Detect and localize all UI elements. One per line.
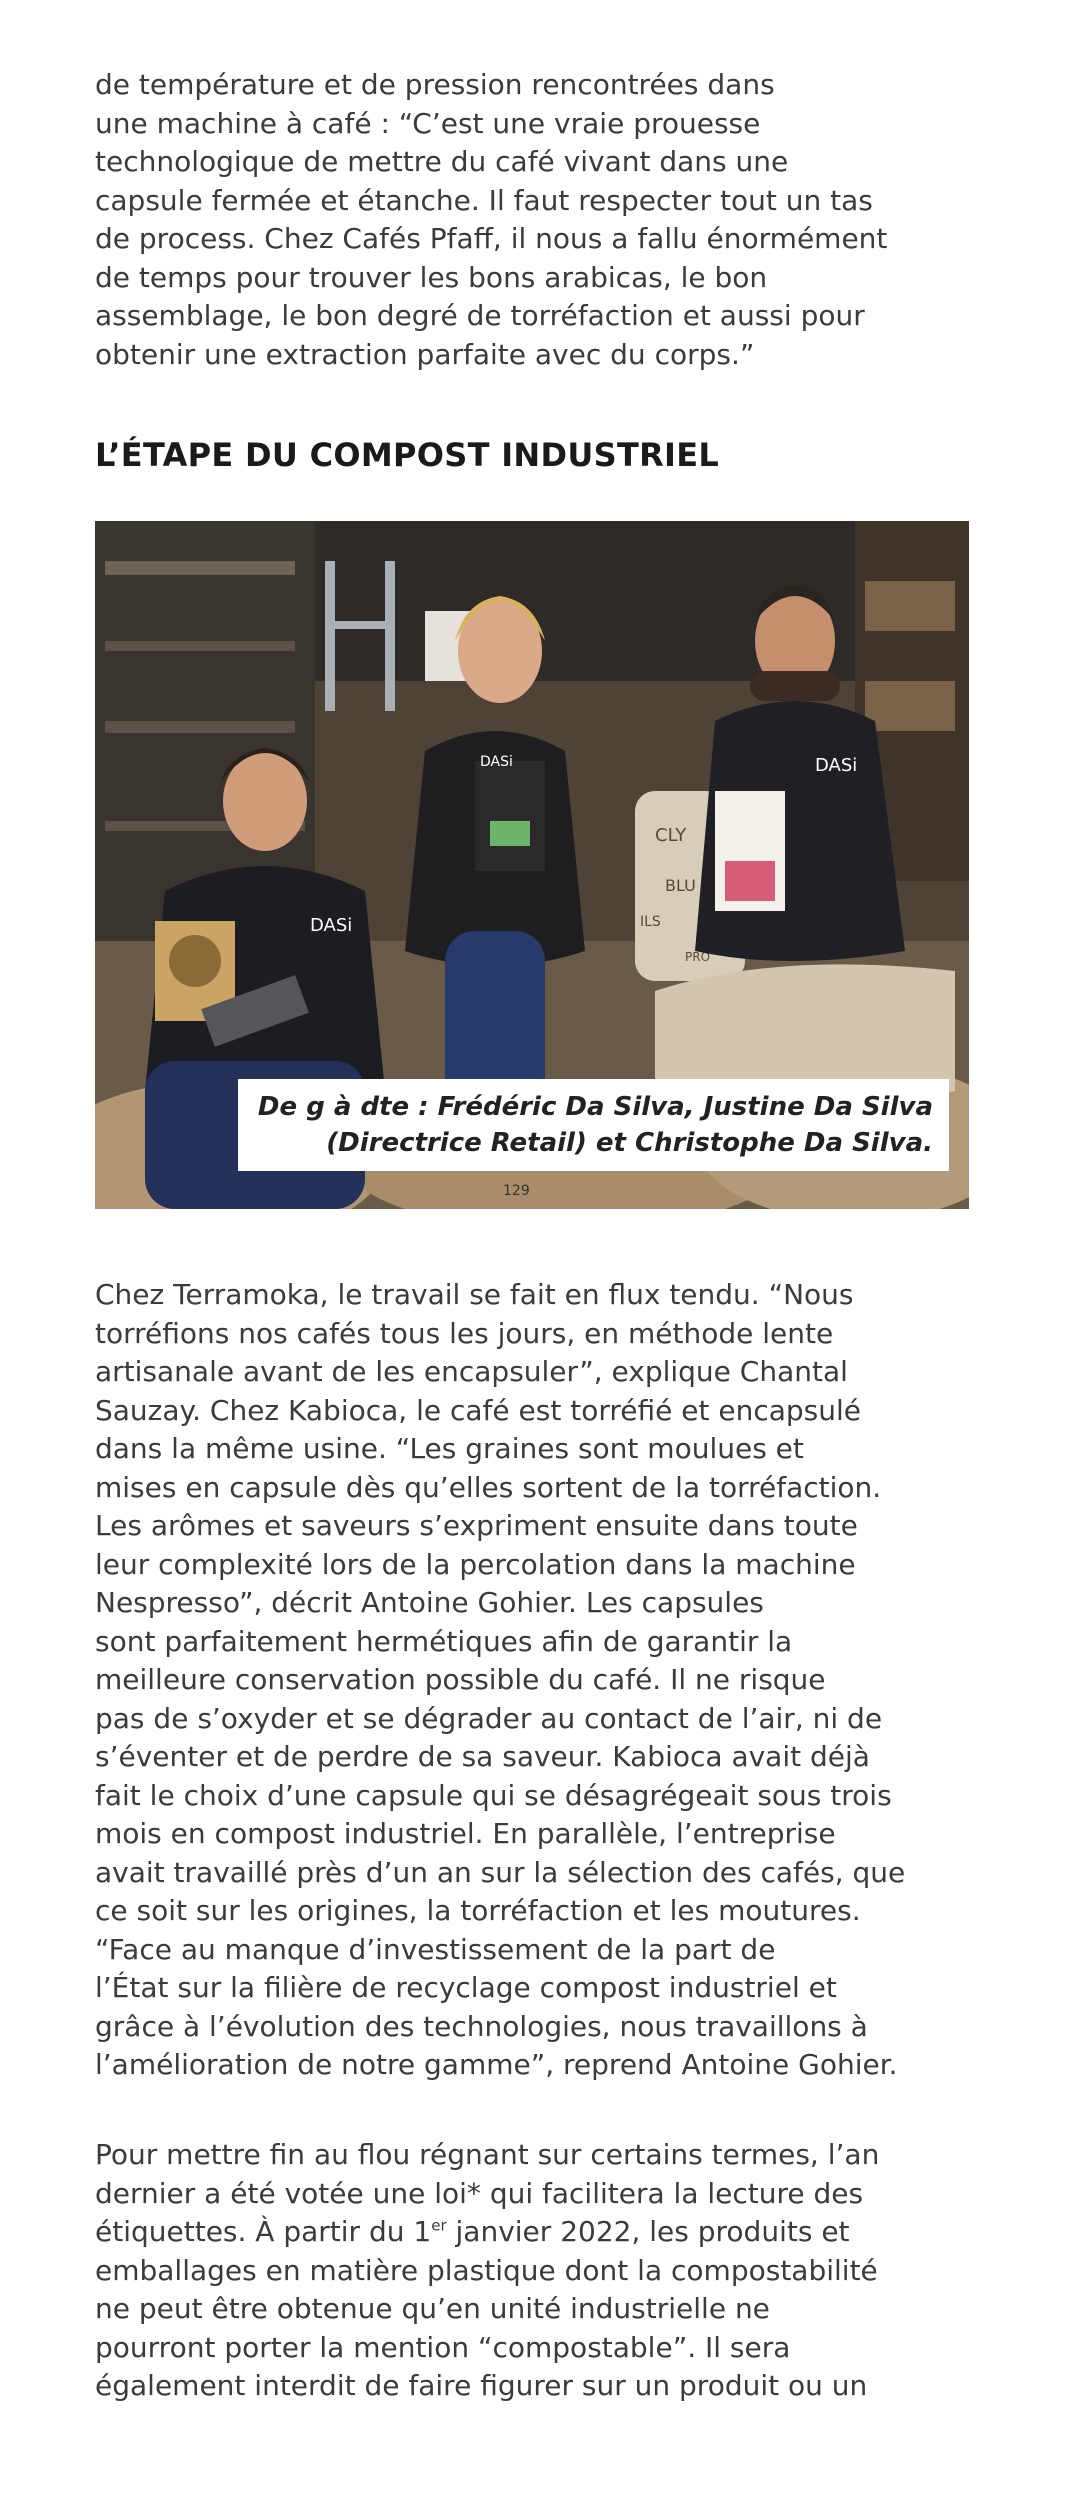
text-line: mises en capsule dès qu’elles sortent de la torréfaction. [95,1470,882,1504]
shirt-logo: DASi [815,755,858,776]
text-line: obtenir une extraction parfaite avec du corps.” [95,337,755,371]
text-line: s’éventer et de perdre de sa saveur. Kabioca avait déjà [95,1740,870,1773]
text-line: Chez Terramoka, le travail se fait en flux tendu. “Nous [95,1278,854,1311]
intro-paragraph [95,66,975,374]
section-heading: L’ÉTAPE DU COMPOST INDUSTRIEL [95,436,720,474]
text-line: torréfions nos cafés tous les jours, en méthode lente [95,1316,834,1350]
text-line: assemblage, le bon degré de torréfaction et aussi pour [95,299,865,332]
text-line: emballages en matière plastique dont la compostabilité [95,2253,878,2287]
text-line: grâce à l’évolution des technologies, nous travaillons à [95,2009,868,2043]
text-line: une machine à café : “C’est une vraie prouesse [95,106,761,140]
sack-text: CLY [655,825,687,846]
text-line: Les arômes et saveurs s’expriment ensuite dans toute [95,1509,858,1542]
text-line-with-superscript [95,2213,975,2252]
text-line: de process. Chez Cafés Pfaff, il nous a fallu énormément [95,222,888,255]
text-line: leur complexité lors de la percolation dans la machine [95,1547,856,1581]
sack-text: PRO [685,950,711,964]
shirt-logo: DASi [480,754,513,770]
sack-text: BLU [665,876,696,895]
text-line: avait travaillé près d’un an sur la sélection des cafés, que [95,1855,906,1889]
text-line: Nespresso”, décrit Antoine Gohier. Les capsules [95,1586,764,1619]
folio-number: 129 [503,1183,530,1199]
text-line: de température et de pression rencontrées dans [95,68,775,101]
text-line: Sauzay. Chez Kabioca, le café est torréfié et encapsulé [95,1393,861,1427]
text-line: de temps pour trouver les bons arabicas, le bon [95,260,768,294]
text-line: fait le choix d’une capsule qui se désagrégeait sous trois [95,1778,892,1812]
text-line: mois en compost industriel. En parallèle, l’entreprise [95,1817,836,1850]
text-fragment: janvier 2022, les produits et [446,2215,850,2248]
shirt-logo: DASi [310,915,353,936]
article-photo [95,521,969,1209]
text-line: l’État sur la filière de recyclage compost industriel et [95,1971,837,2004]
photo-caption [238,1079,949,1171]
text-line: technologique de mettre du café vivant dans une [95,145,789,178]
text-line: Pour mettre fin au flou régnant sur certains termes, l’an [95,2138,880,2171]
sack-text: ILS [640,914,661,930]
text-line: capsule fermée et étanche. Il faut respecter tout un tas [95,183,873,217]
text-line: ne peut être obtenue qu’en unité industrielle ne [95,2292,770,2325]
text-line: l’amélioration de notre gamme”, reprend Antoine Gohier. [95,2048,898,2081]
text-line: meilleure conservation possible du café. Il ne risque [95,1663,826,1696]
text-line: “Face au manque d’investissement de la part de [95,1932,776,1966]
caption-line: (Directrice Retail) et Christophe Da Silva. [326,1128,933,1158]
text-line: également interdit de faire figurer sur un produit ou un [95,2369,868,2402]
ordinal-superscript: er [431,2216,447,2235]
text-line: pourront porter la mention “compostable”. Il sera [95,2330,791,2364]
text-fragment: étiquettes. À partir du 1 [95,2215,432,2248]
text-line: dans la même usine. “Les graines sont moulues et [95,1432,804,1465]
body-paragraph [95,1276,975,2085]
text-line: sont parfaitement hermétiques afin de garantir la [95,1624,793,1658]
caption-line: De g à dte : Frédéric Da Silva, Justine Da Silva [257,1092,933,1122]
text-line: artisanale avant de les encapsuler”, explique Chantal [95,1355,848,1388]
text-line: ce soit sur les origines, la torréfaction et les moutures. [95,1894,861,1927]
closing-paragraph [95,2136,975,2406]
text-line: pas de s’oxyder et se dégrader au contact de l’air, ni de [95,1701,883,1735]
text-line: dernier a été votée une loi* qui facilitera la lecture des [95,2176,864,2210]
